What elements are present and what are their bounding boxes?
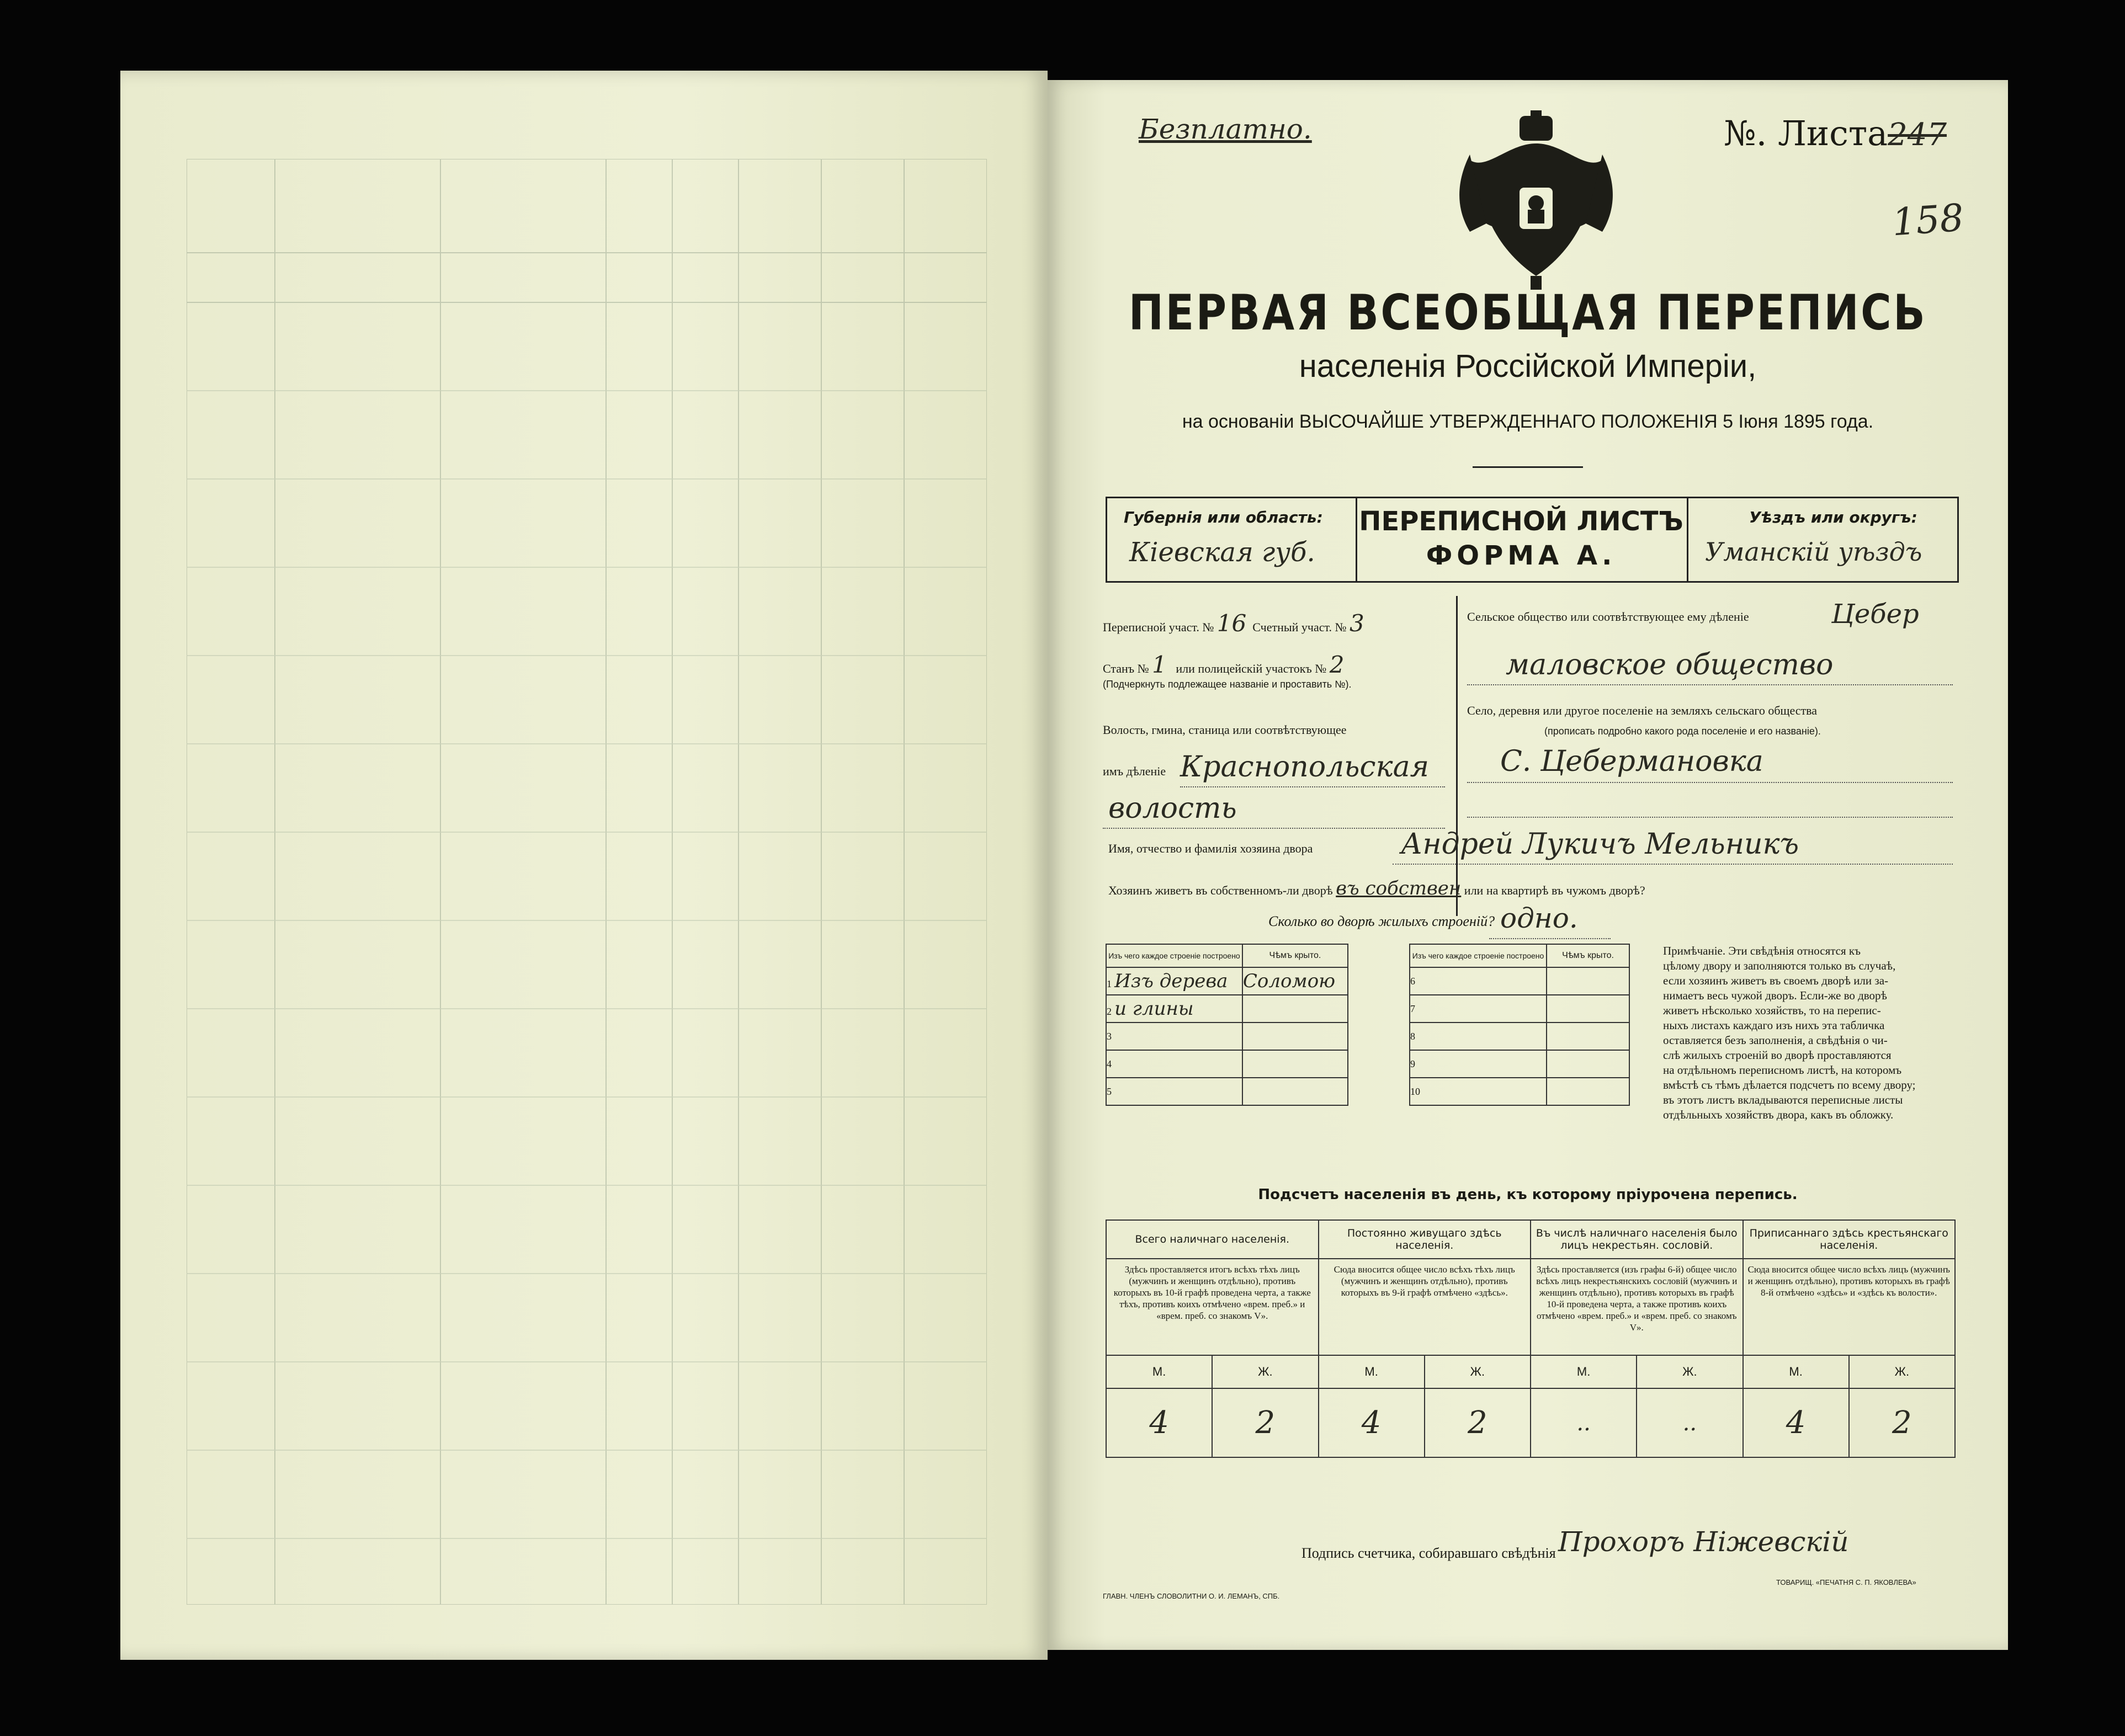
pop-m-label: М. [1106,1355,1212,1388]
village-note: (прописать подробно какого рода поселеніе и его названіе). [1544,726,1821,737]
pop-permanent-m: 4 [1319,1388,1425,1457]
owner-label: Имя, отчество и фамилія хозяина двора [1108,842,1313,855]
free-label: Безплатно. [1139,113,1312,145]
population-title: Подсчетъ населенія въ день, къ которому пріурочена перепись. [1258,1186,1798,1203]
uezd-label: Уѣздъ или округъ: [1749,508,1917,526]
owner-line [1393,864,1953,865]
pop-f-label: Ж. [1849,1355,1955,1388]
pop-m-label: М. [1319,1355,1425,1388]
building-row: 7 [1410,995,1547,1023]
owner-lives-value: въ собствен [1336,877,1462,899]
village-label: Село, деревня или другое поселеніе на земляхъ сельскаго общества [1467,704,1818,717]
volost-line-2 [1103,828,1445,829]
rural-value-1: Цебер [1831,599,1919,630]
police-value: 2 [1329,651,1345,678]
fields-divider [1456,596,1458,916]
census-form-page [1048,80,2008,1650]
uezd-value: Уманскій уѣздъ [1705,537,1922,567]
building-row: 4 [1106,1050,1242,1078]
imperial-eagle-icon [1453,110,1619,292]
stan-row [1103,651,1345,678]
form-subtitle: населенія Россійской Имперіи, [1299,348,1757,384]
left-page [120,71,1048,1660]
building-row: 3 [1106,1023,1242,1050]
village-line-1 [1467,782,1953,783]
pop-m-label: М. [1743,1355,1849,1388]
col-material: Изъ чего каждое строеніе построено [1106,944,1242,967]
sheet-number [1724,113,1947,153]
building-row: 2 и глины [1106,995,1242,1023]
count-district-label: Счетный участ. № [1252,620,1347,634]
pop-registered-m: 4 [1743,1388,1849,1457]
owner-lives-label: Хозяинъ живетъ въ собственномъ-ли дворѣ [1108,883,1333,897]
buildings-value: одно. [1500,902,1578,934]
signature-value: Прохоръ Ніжевскій [1558,1526,1849,1558]
gubernia-cell [1107,498,1357,581]
pop-nonpeasant-f: .. [1637,1388,1742,1457]
buildings-note: Примѣчаніе. Эти свѣдѣнія относятся къ цѣлому двору и заполняются только въ случаѣ, если хозяинъ живетъ въ своемъ дворѣ или за- нимаетъ весь чужой дворъ. Если-же во дворѣ живетъ нѣсколько хозяйствъ, то на перепис- ныхъ листахъ каждаго изъ нихъ эта табличка оставляется безъ заполненія, а свѣдѣнія о чи- слѣ жилыхъ строеній во дворѣ проставляются на отдѣльномъ переписномъ листѣ, на которомъ вмѣстѣ съ тѣмъ дѣлается подсчетъ по всему двору; въ этотъ листъ вкладываются переписные листы отдѣльныхъ хозяйствъ двора, какъ въ обложку. [1663,944,1916,1121]
printer-right: ТОВАРИЩ. «ПЕЧАТНЯ С. П. ЯКОВЛЕВА» [1776,1578,1916,1586]
pop-header-registered: Приписаннаго здѣсь крестьянскаго населенія. [1743,1220,1956,1259]
pop-desc-total: Здѣсь проставляется итогъ всѣхъ тѣхъ лицъ (мужчинъ и женщинъ отдѣльно), противъ которыхъ въ 10-й графѣ проведена черта, а также тѣхъ, противъ коихъ отмѣчено «врем. преб.» и «врем. преб. со знакомъ V». [1106,1259,1319,1355]
volost-line-1 [1180,786,1445,787]
buildings-table-left [1106,944,1348,1106]
building-row: 8 [1410,1023,1547,1050]
pop-desc-registered: Сюда вносится общее число всѣхъ лицъ (мужчинъ и женщинъ отдѣльно), противъ которыхъ въ графѣ 8-й отмѣчено «здѣсь» и «здѣсь къ волости». [1743,1259,1956,1355]
owner-lives-label-2: или на квартирѣ въ чужомъ дворѣ? [1464,883,1645,897]
ornament-divider [1473,466,1583,468]
population-table [1106,1220,1956,1458]
building-row: 10 [1410,1078,1547,1105]
pop-desc-nonpeasant: Здѣсь проставляется (изъ графы 6-й) общее число всѣхъ лицъ некрестьянскихъ сословій (мужчинъ и женщинъ отдѣльно), противъ которыхъ въ графѣ 10-й проведена черта, а также противъ коихъ отмѣчено «врем. преб.» и «врем. преб. со знакомъ V». [1531,1259,1743,1355]
building-row: 5 [1106,1078,1242,1105]
owner-value: Андрей Лукичъ Мельникъ [1401,828,1799,861]
building-roof: Соломою [1242,967,1348,995]
printer-left: ГЛАВН. ЧЛЕНЪ СЛОВОЛИТНИ О. И. ЛЕМАНЪ, СПБ. [1103,1592,1280,1600]
volost-label-2: имъ дѣленіе [1103,764,1166,778]
owner-lives-row [1108,877,1645,899]
pop-total-m: 4 [1106,1388,1212,1457]
signature-label: Подпись счетчика, собиравшаго свѣдѣнія [1301,1545,1556,1561]
form-banner [1106,497,1959,583]
pop-permanent-f: 2 [1425,1388,1531,1457]
volost-value-1: Краснопольская [1180,750,1430,784]
stan-label: Станъ № [1103,662,1149,675]
pop-header-nonpeasant: Въ числѣ наличнаго населенія было лицъ некрестьян. сословій. [1531,1220,1743,1259]
volost-label-1: Волость, гмина, станица или соотвѣтствующее [1103,723,1347,737]
form-title: ПЕРВАЯ ВСЕОБЩАЯ ПЕРЕПИСЬ [1128,284,1927,341]
pop-f-label: Ж. [1637,1355,1742,1388]
col-material-2: Изъ чего каждое строеніе построено [1410,944,1547,967]
buildings-line [1489,938,1611,939]
gubernia-label: Губернія или область: [1124,508,1323,526]
building-row: 9 [1410,1050,1547,1078]
census-district-row [1103,610,1364,637]
underline-note: (Подчеркнуть подлежащее названіе и проставить №). [1103,679,1352,690]
volost-value-2: волость [1108,792,1237,825]
pop-header-permanent: Постоянно живущаго здѣсь населенія. [1319,1220,1531,1259]
rural-line [1467,684,1953,685]
col-roof-2: Чѣмъ крыто. [1547,944,1629,967]
pop-nonpeasant-m: .. [1531,1388,1637,1457]
pop-m-label: М. [1531,1355,1637,1388]
form-type-name: ФОРМА А. [1426,540,1617,571]
form-basis: на основаніи ВЫСОЧАЙШЕ УТВЕРЖДЕННАГО ПОЛОЖЕНІЯ 5 Іюня 1895 года. [1182,411,1874,432]
col-roof: Чѣмъ крыто. [1242,944,1348,967]
archive-number: 158 [1890,196,1965,245]
stan-value: 1 [1152,651,1167,678]
rural-label: Сельское общество или соотвѣтствующее ему дѣленіе [1467,610,1749,624]
buildings-table-right [1409,944,1630,1106]
count-district-value: 3 [1349,610,1364,637]
census-district-value: 16 [1216,610,1247,637]
building-row: 1 Изъ дерева [1106,967,1242,995]
pop-header-total: Всего наличнаго населенія. [1106,1220,1319,1259]
village-line-2 [1467,817,1953,818]
village-value: С. Цебермановка [1500,745,1763,778]
form-type-title: ПЕРЕПИСНОЙ ЛИСТЪ [1359,506,1683,537]
census-district-label: Переписной участ. № [1103,620,1214,634]
bleed-through-grid [187,159,987,1605]
buildings-label: Сколько во дворѣ жилыхъ строеній? [1268,913,1495,929]
sheet-no-label: №. Листа [1724,113,1888,153]
building-row: 6 [1410,967,1547,995]
pop-f-label: Ж. [1212,1355,1318,1388]
pop-total-f: 2 [1212,1388,1318,1457]
uezd-cell [1687,498,1959,581]
police-label: или полицейскій участокъ № [1176,662,1327,675]
sheet-no-value: 247 [1888,117,1947,153]
pop-f-label: Ж. [1425,1355,1531,1388]
form-type-cell [1356,498,1687,581]
pop-registered-f: 2 [1849,1388,1955,1457]
gubernia-value: Кіевская губ. [1129,537,1315,568]
rural-value-2: маловское общество [1506,648,1834,681]
pop-desc-permanent: Сюда вносится общее число всѣхъ тѣхъ лицъ (мужчинъ и женщинъ отдѣльно), противъ которыхъ въ 9-й графѣ отмѣчено «здѣсь». [1319,1259,1531,1355]
